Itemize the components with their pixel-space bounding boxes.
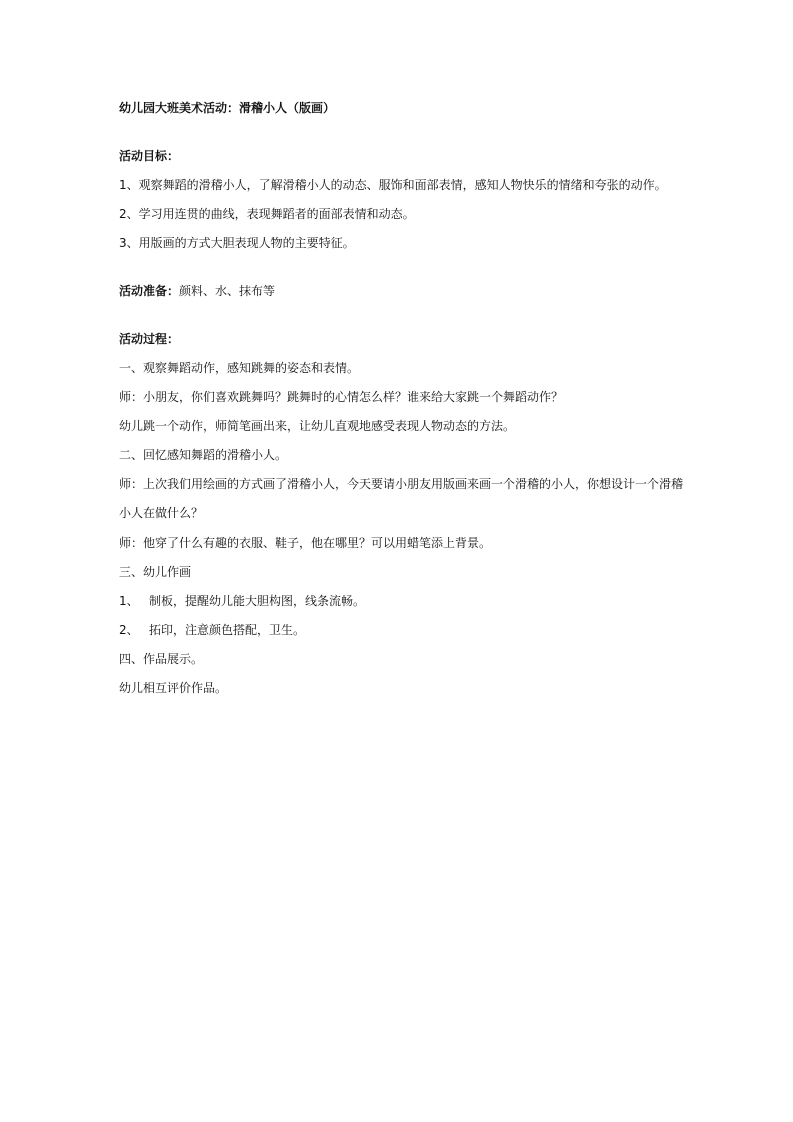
document-body [119, 100, 684, 696]
preparation-label: 活动准备： [119, 284, 180, 298]
process-paragraph: 幼儿相互评价作品。 [119, 681, 228, 695]
goal-item: 2、学习用连贯的曲线，表现舞蹈者的面部表情和动态。 [119, 207, 415, 221]
goal-item: 3、用版画的方式大胆表现人物的主要特征。 [119, 236, 355, 250]
process-paragraph: 师：上次我们用绘画的方式画了滑稽小人，今天要请小朋友用版画来画一个滑稽的小人，你想设计一个滑稽小人在做什么？ [119, 477, 684, 520]
goals-heading: 活动目标： [119, 149, 180, 163]
process-paragraph: 师：他穿了什么有趣的衣服、鞋子，他在哪里？可以用蜡笔添上背景。 [119, 536, 492, 550]
process-step-1: 一、观察舞蹈动作，感知跳舞的姿态和表情。 [119, 361, 360, 375]
preparation-text: 颜料、水、抹布等 [179, 284, 276, 298]
process-paragraph: 幼儿跳一个动作，师简笔画出来，让幼儿直观地感受表现人物动态的方法。 [119, 419, 516, 433]
process-step-2: 二、回忆感知舞蹈的滑稽小人。 [119, 448, 288, 462]
list-item-text: 制板，提醒幼儿能大胆构图，线条流畅。 [149, 594, 366, 608]
process-heading: 活动过程： [119, 332, 180, 346]
process-step-4: 四、作品展示。 [119, 652, 204, 666]
document-title: 幼儿园大班美术活动：滑稽小人（版画） [119, 101, 336, 115]
list-item-text: 拓印，注意颜色搭配，卫生。 [149, 623, 306, 637]
list-item [119, 593, 684, 609]
process-step-3: 三、幼儿作画 [119, 565, 192, 579]
list-item [119, 622, 684, 638]
goal-item: 1、观察舞蹈的滑稽小人，了解滑稽小人的动态、服饰和面部表情，感知人物快乐的情绪和夸张的动作。 [119, 178, 667, 192]
list-item-number: 2、 [119, 623, 139, 637]
list-item-number: 1、 [119, 594, 139, 608]
preparation-line [119, 283, 684, 299]
process-paragraph: 师：小朋友，你们喜欢跳舞吗？跳舞时的心情怎么样？谁来给大家跳一个舞蹈动作？ [119, 390, 564, 404]
